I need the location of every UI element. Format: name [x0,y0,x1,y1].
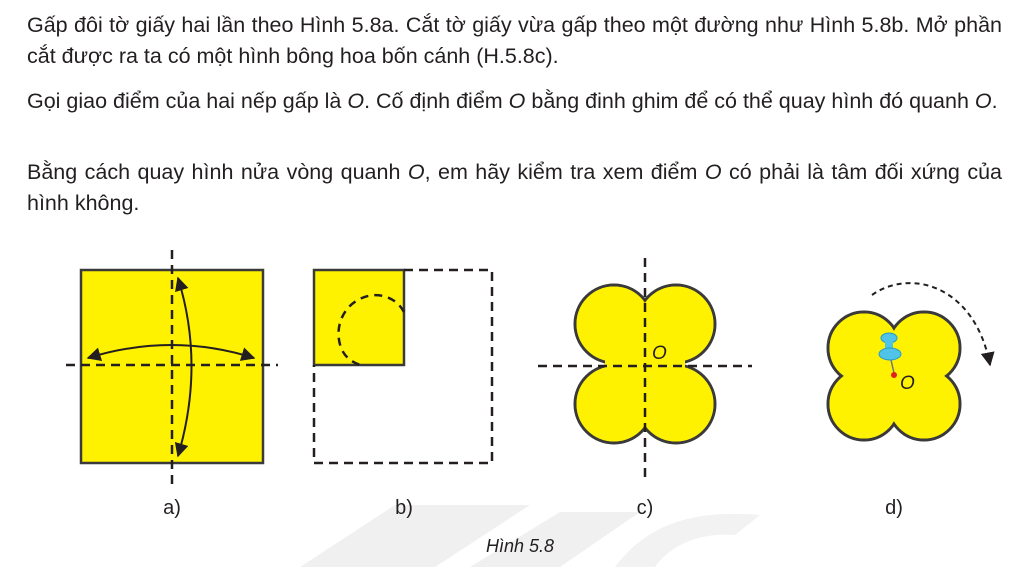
paragraph-instructions-fold: Gấp đôi tờ giấy hai lần theo Hình 5.8a. Cắt tờ giấy vừa gấp theo một đường như Hình 5.8b. Mở phần cắt được ra ta có một hình bông hoa bốn cánh (H.5.8c). [27,13,1002,68]
figure-c-flower [538,258,752,478]
text-segment: Bằng cách quay hình nửa vòng quanh [27,160,408,184]
figure-b-folded-cut [314,270,492,463]
point-o-ref: O [974,89,992,113]
point-o-ref: O [407,160,425,184]
figure-caption: Hình 5.8 [485,536,555,556]
pin-point [891,372,897,378]
label-b: b) [395,497,413,519]
point-o-label-c: O [652,343,667,364]
label-c: c) [636,497,654,519]
text-segment: , em hãy kiểm tra xem điểm [424,160,705,184]
point-o-ref: O [704,160,722,184]
label-d: d) [885,497,903,519]
figure-d-flower-pin [828,283,990,440]
point-o-label-d: O [900,373,915,394]
text-segment: . [991,89,998,113]
point-o-ref: O [508,89,526,113]
figure-a-square-folds [66,250,278,485]
text-segment: có phải là tâm đối xứng của hình không. [27,160,1002,215]
text-segment: Gọi giao điểm của hai nếp gấp là [27,89,348,113]
text-segment: . Cố định điểm [364,89,509,113]
text-segment: bằng đinh ghim để có thể quay hình đó quanh [525,89,975,113]
point-o-ref: O [347,89,365,113]
label-a: a) [163,497,181,519]
